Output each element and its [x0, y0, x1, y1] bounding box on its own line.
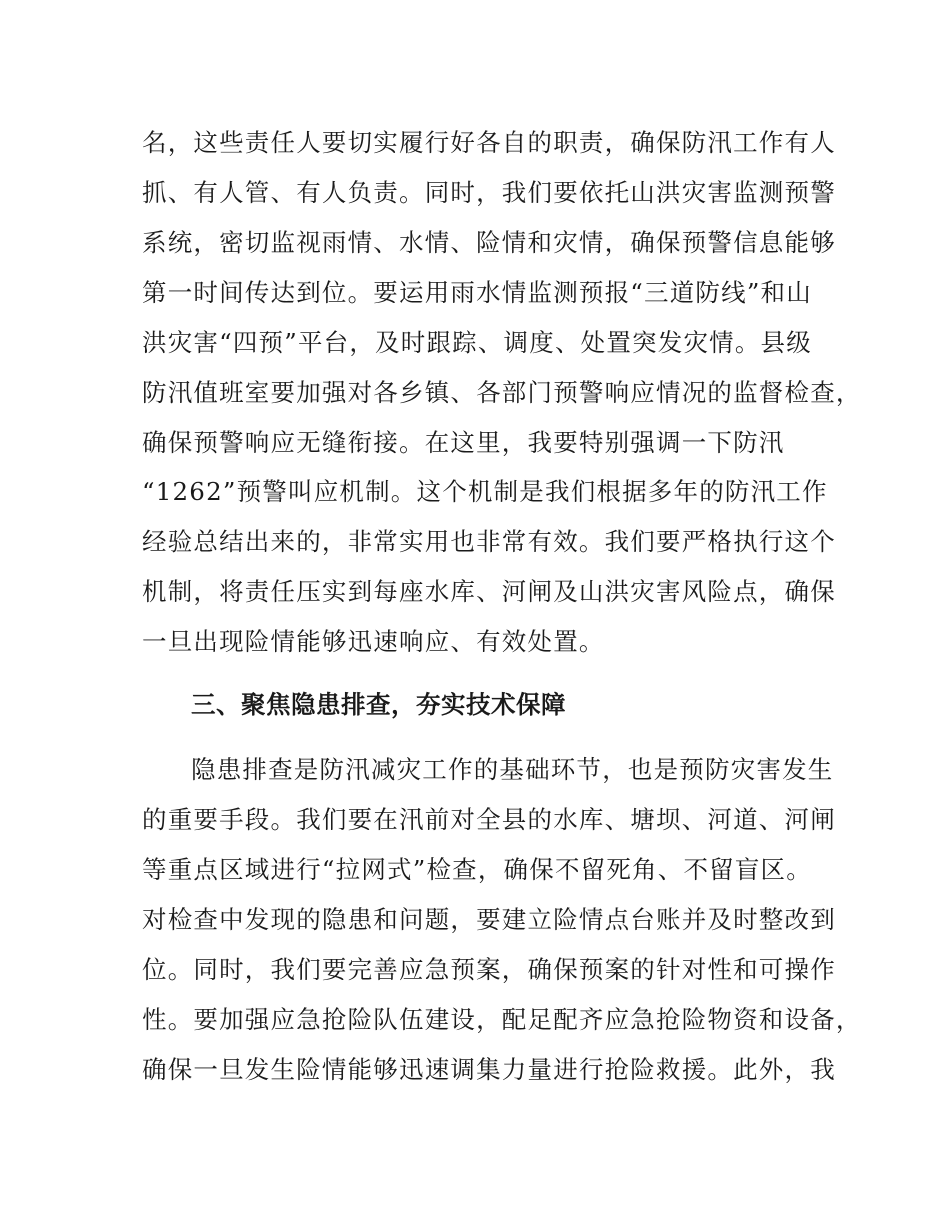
- paragraph-1-line: 洪灾害“四预”平台，及时跟踪、调度、处置突发灾情。县级: [142, 328, 812, 357]
- paragraph-1-line: 第一时间传达到位。要运用雨水情监测预报“三道防线”和山: [142, 278, 812, 307]
- paragraph-1-line: 名，这些责任人要切实履行好各自的职责，确保防汛工作有人: [142, 128, 836, 157]
- paragraph-2-line: 的重要手段。我们要在汛前对全县的水库、塘坝、河道、河闸: [142, 805, 836, 834]
- paragraph-1-line: 抓、有人管、有人负责。同时，我们要依托山洪灾害监测预警: [142, 178, 836, 207]
- paragraph-2-line: 确保一旦发生险情能够迅速调集力量进行抢险救援。此外，我: [142, 1055, 836, 1084]
- section-heading: 三、聚焦隐患排查，夯实技术保障: [191, 690, 566, 719]
- paragraph-2-line: 对检查中发现的隐患和问题，要建立险情点台账并及时整改到: [142, 905, 836, 934]
- paragraph-2-line: 位。同时，我们要完善应急预案，确保预案的针对性和可操作: [142, 955, 836, 984]
- paragraph-1-line: 确保预警响应无缝衔接。在这里，我要特别强调一下防汛: [142, 428, 785, 457]
- paragraph-2-line: 等重点区域进行“拉网式”检查，确保不留死角、不留盲区。: [142, 855, 812, 884]
- paragraph-1-line: 系统，密切监视雨情、水情、险情和灾情，确保预警信息能够: [142, 228, 836, 257]
- paragraph-1-line: 一旦出现险情能够迅速响应、有效处置。: [142, 627, 605, 656]
- paragraph-1-line: 防汛值班室要加强对各乡镇、各部门预警响应情况的监督检查，: [142, 378, 862, 407]
- paragraph-1-line: “1262”预警叫应机制。这个机制是我们根据多年的防汛工作: [142, 477, 828, 506]
- paragraph-2-line: 隐患排查是防汛减灾工作的基础环节，也是预防灾害发生: [191, 755, 834, 784]
- paragraph-2-line: 性。要加强应急抢险队伍建设，配足配齐应急抢险物资和设备，: [142, 1005, 862, 1034]
- paragraph-1-line: 经验总结出来的，非常实用也非常有效。我们要严格执行这个: [142, 527, 836, 556]
- paragraph-1-line: 机制，将责任压实到每座水库、河闸及山洪灾害风险点，确保: [142, 577, 836, 606]
